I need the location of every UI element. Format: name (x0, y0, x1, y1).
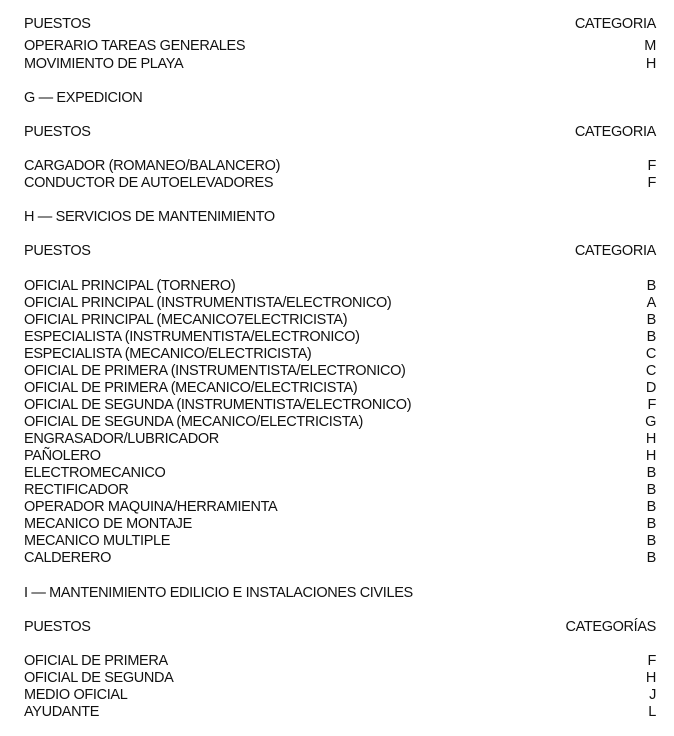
table-row (24, 704, 656, 721)
puesto-name: ESPECIALISTA (MECANICO/ELECTRICISTA) (24, 346, 312, 362)
puesto-name: OFICIAL PRINCIPAL (MECANICO7ELECTRICISTA) (24, 312, 348, 328)
table-row (24, 414, 656, 431)
table-row (24, 56, 656, 73)
categoria-value: F (647, 653, 656, 669)
puesto-name: OPERARIO TAREAS GENERALES (24, 38, 246, 54)
table-row (24, 687, 656, 704)
categoria-value: G (645, 414, 656, 430)
table-row (24, 397, 656, 414)
puesto-name: PAÑOLERO (24, 448, 101, 464)
categoria-value: F (647, 397, 656, 413)
header-categoria: CATEGORÍAS (565, 619, 656, 635)
categoria-value: H (645, 56, 656, 72)
puesto-name: ENGRASADOR/LUBRICADOR (24, 431, 219, 447)
puesto-name: OFICIAL DE SEGUNDA (MECANICO/ELECTRICISTA) (24, 414, 363, 430)
table-row (24, 550, 656, 567)
puesto-name: MEDIO OFICIAL (24, 687, 128, 703)
table-row (24, 499, 656, 516)
table-row (24, 175, 656, 192)
categoria-value: B (646, 329, 656, 345)
puesto-name: OFICIAL DE PRIMERA (INSTRUMENTISTA/ELECTRONICO) (24, 363, 406, 379)
table-row (24, 653, 656, 670)
table-row (24, 329, 656, 346)
puesto-name: MECANICO DE MONTAJE (24, 516, 192, 532)
section-title-text: H — SERVICIOS DE MANTENIMIENTO (24, 209, 275, 225)
table-row (24, 346, 656, 363)
section-title (24, 209, 656, 226)
puesto-name: ELECTROMECANICO (24, 465, 166, 481)
column-header-row (24, 243, 656, 260)
table-row (24, 312, 656, 329)
header-categoria: CATEGORIA (574, 243, 656, 259)
puesto-name: OFICIAL DE PRIMERA (24, 653, 168, 669)
puesto-name: OFICIAL DE SEGUNDA (24, 670, 174, 686)
categoria-value: B (646, 499, 656, 515)
categoria-value: L (648, 704, 656, 720)
categoria-value: F (647, 175, 656, 191)
puesto-name: AYUDANTE (24, 704, 100, 720)
categoria-value: H (645, 431, 656, 447)
table-row (24, 482, 656, 499)
puesto-name: CARGADOR (ROMANEO/BALANCERO) (24, 158, 281, 174)
table-row (24, 533, 656, 550)
header-categoria: CATEGORIA (574, 124, 656, 140)
column-header-row (24, 619, 656, 636)
column-header-row (24, 16, 656, 33)
puesto-name: OFICIAL PRINCIPAL (INSTRUMENTISTA/ELECTRONICO) (24, 295, 392, 311)
table-row (24, 431, 656, 448)
puesto-name: OPERADOR MAQUINA/HERRAMIENTA (24, 499, 278, 515)
categoria-value: B (646, 550, 656, 566)
header-puestos: PUESTOS (24, 16, 91, 32)
table-row (24, 516, 656, 533)
table-row (24, 38, 656, 55)
categoria-value: H (645, 670, 656, 686)
table-row (24, 465, 656, 482)
categoria-value: C (645, 363, 656, 379)
categoria-value: J (649, 687, 656, 703)
categoria-value: C (645, 346, 656, 362)
puesto-name: RECTIFICADOR (24, 482, 129, 498)
section-title-text: I — MANTENIMIENTO EDILICIO E INSTALACIONES CIVILES (24, 585, 413, 601)
table-row (24, 380, 656, 397)
table-row (24, 158, 656, 175)
section-title (24, 585, 656, 602)
categoria-value: B (646, 465, 656, 481)
categoria-value: B (646, 278, 656, 294)
table-row (24, 670, 656, 687)
categoria-value: B (646, 312, 656, 328)
categoria-value: B (646, 482, 656, 498)
section-title (24, 90, 656, 107)
table-row (24, 278, 656, 295)
puesto-name: MECANICO MULTIPLE (24, 533, 171, 549)
categoria-value: D (645, 380, 656, 396)
header-categoria: CATEGORIA (574, 16, 656, 32)
puesto-name: CALDERERO (24, 550, 112, 566)
puesto-name: ESPECIALISTA (INSTRUMENTISTA/ELECTRONICO) (24, 329, 360, 345)
categoria-value: M (644, 38, 656, 54)
puesto-name: CONDUCTOR DE AUTOELEVADORES (24, 175, 274, 191)
table-row (24, 448, 656, 465)
table-row (24, 363, 656, 380)
header-puestos: PUESTOS (24, 124, 91, 140)
categoria-value: B (646, 516, 656, 532)
table-row (24, 295, 656, 312)
header-puestos: PUESTOS (24, 243, 91, 259)
puesto-name: OFICIAL PRINCIPAL (TORNERO) (24, 278, 236, 294)
column-header-row (24, 124, 656, 141)
puesto-name: OFICIAL DE PRIMERA (MECANICO/ELECTRICISTA) (24, 380, 358, 396)
section-title-text: G — EXPEDICION (24, 90, 143, 106)
header-puestos: PUESTOS (24, 619, 91, 635)
categoria-value: A (646, 295, 656, 311)
puesto-name: OFICIAL DE SEGUNDA (INSTRUMENTISTA/ELECTRONICO) (24, 397, 412, 413)
categoria-value: F (647, 158, 656, 174)
categoria-value: B (646, 533, 656, 549)
categoria-value: H (645, 448, 656, 464)
puesto-name: MOVIMIENTO DE PLAYA (24, 56, 184, 72)
